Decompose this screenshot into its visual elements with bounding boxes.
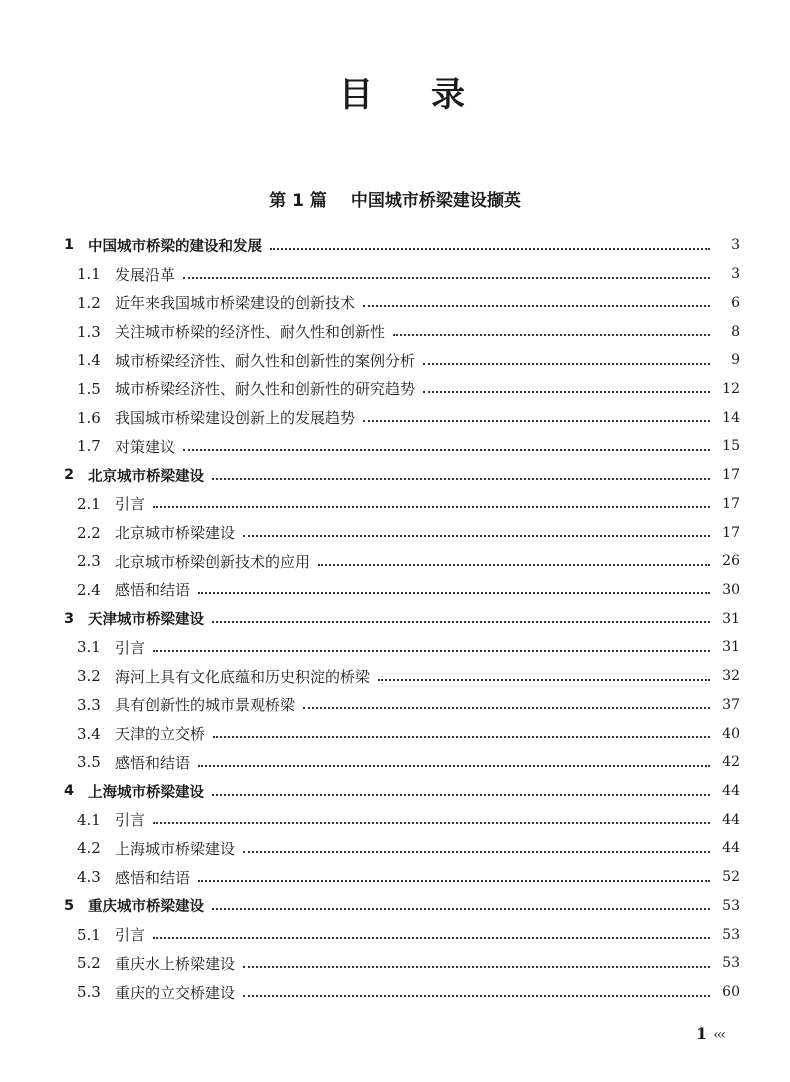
toc-entry-number: 1.4 — [77, 351, 101, 370]
toc-entry-number: 2.4 — [77, 580, 101, 599]
dot-leader — [212, 793, 710, 796]
toc-entry-number: 4 — [64, 783, 75, 800]
toc-entry-title: 感悟和结语 — [115, 753, 191, 772]
toc-entry-page: 8 — [731, 323, 740, 340]
toc-chapter-row — [64, 777, 740, 806]
toc-section-row — [64, 489, 740, 518]
toc-entry-page: 3 — [731, 237, 740, 254]
toc-entry-title: 感悟和结语 — [115, 581, 191, 600]
toc-entry-number: 3.4 — [77, 724, 101, 743]
toc-section-row — [64, 288, 740, 317]
toc-entry-title: 近年来我国城市桥梁建设的创新技术 — [115, 294, 356, 313]
toc-entry-title: 城市桥梁经济性、耐久性和创新性的案例分析 — [115, 351, 416, 370]
toc-entry-number: 3.3 — [77, 695, 101, 714]
dot-leader — [153, 821, 710, 824]
toc-entry-number: 2 — [64, 467, 75, 484]
toc-entry-title: 海河上具有文化底蕴和历史积淀的桥梁 — [115, 667, 371, 686]
toc-entry-title: 中国城市桥梁的建设和发展 — [88, 238, 262, 255]
toc-entry-page: 17 — [722, 467, 740, 484]
toc-entry-title: 北京城市桥梁建设 — [115, 524, 236, 543]
toc-entry-page: 60 — [722, 984, 740, 1001]
dot-leader — [393, 333, 710, 336]
dot-leader — [363, 419, 710, 422]
toc-section-row — [64, 633, 740, 662]
dot-leader — [212, 620, 710, 623]
toc-section-row — [64, 547, 740, 576]
toc-entry-page: 53 — [722, 955, 740, 972]
dot-leader — [198, 879, 710, 882]
toc-section-row — [64, 863, 740, 892]
toc-entry-title: 引言 — [115, 926, 146, 945]
table-of-contents — [64, 231, 740, 1006]
toc-entry-page: 15 — [722, 438, 740, 455]
toc-entry-page: 44 — [722, 811, 740, 828]
dot-leader — [303, 706, 710, 709]
part-heading — [0, 188, 790, 214]
toc-entry-number: 1.3 — [77, 322, 101, 341]
toc-section-row — [64, 662, 740, 691]
dot-leader — [243, 534, 710, 537]
toc-entry-page: 44 — [722, 783, 740, 800]
dot-leader — [213, 735, 710, 738]
toc-section-row — [64, 978, 740, 1007]
toc-section-row — [64, 920, 740, 949]
toc-entry-number: 1.5 — [77, 379, 101, 398]
dot-leader — [423, 390, 710, 393]
toc-entry-page: 3 — [731, 266, 740, 283]
toc-entry-number: 4.1 — [77, 810, 101, 829]
toc-entry-page: 52 — [722, 869, 740, 886]
part-name: 中国城市桥梁建设撷英 — [350, 191, 521, 211]
dot-leader — [212, 477, 710, 480]
toc-entry-page: 26 — [722, 553, 740, 570]
toc-chapter-row — [64, 231, 740, 260]
dot-leader — [183, 276, 710, 279]
toc-entry-number: 1.7 — [77, 437, 101, 456]
toc-section-row — [64, 691, 740, 720]
toc-entry-title: 引言 — [115, 638, 146, 657]
dot-leader — [153, 505, 710, 508]
part-number: 第 1 篇 — [269, 191, 327, 211]
toc-entry-number: 3.5 — [77, 753, 101, 772]
toc-entry-page: 30 — [722, 581, 740, 598]
dot-leader — [198, 764, 710, 767]
toc-entry-number: 5.2 — [77, 954, 101, 973]
toc-section-row — [64, 317, 740, 346]
toc-entry-title: 重庆的立交桥建设 — [115, 983, 236, 1002]
toc-entry-page: 17 — [722, 495, 740, 512]
toc-entry-title: 我国城市桥梁建设创新上的发展趋势 — [115, 409, 356, 428]
toc-section-row — [64, 518, 740, 547]
toc-entry-page: 31 — [722, 610, 740, 627]
toc-entry-number: 3.2 — [77, 667, 101, 686]
toc-entry-number: 1 — [64, 237, 75, 254]
page-title-right: 录 — [431, 75, 467, 115]
toc-section-row — [64, 375, 740, 404]
toc-section-row — [64, 748, 740, 777]
toc-section-row — [64, 719, 740, 748]
toc-entry-page: 17 — [722, 524, 740, 541]
toc-entry-title: 引言 — [115, 495, 146, 514]
toc-entry-page: 9 — [731, 352, 740, 369]
toc-section-row — [64, 260, 740, 289]
dot-leader — [183, 448, 710, 451]
toc-section-row — [64, 432, 740, 461]
dot-leader — [318, 563, 710, 566]
toc-entry-title: 具有创新性的城市景观桥梁 — [115, 696, 296, 715]
toc-entry-page: 32 — [722, 668, 740, 685]
dot-leader — [153, 936, 710, 939]
toc-entry-page: 6 — [731, 294, 740, 311]
toc-entry-title: 上海城市桥梁建设 — [115, 839, 236, 858]
toc-entry-title: 重庆水上桥梁建设 — [115, 954, 236, 973]
toc-section-row — [64, 346, 740, 375]
toc-entry-page: 31 — [722, 639, 740, 656]
toc-entry-title: 感悟和结语 — [115, 868, 191, 887]
toc-entry-title: 发展沿革 — [115, 265, 176, 284]
toc-entry-number: 3.1 — [77, 638, 101, 657]
page-number: 1 — [696, 1024, 708, 1043]
toc-entry-number: 5 — [64, 897, 75, 914]
dot-leader — [243, 850, 710, 853]
toc-section-row — [64, 576, 740, 605]
toc-entry-title: 引言 — [115, 811, 146, 830]
dot-leader — [243, 965, 710, 968]
toc-entry-page: 53 — [722, 897, 740, 914]
toc-entry-title: 天津的立交桥 — [115, 725, 206, 744]
toc-section-row — [64, 805, 740, 834]
toc-section-row — [64, 403, 740, 432]
dot-leader — [378, 678, 710, 681]
dot-leader — [212, 907, 710, 910]
toc-entry-page: 14 — [722, 409, 740, 426]
toc-section-row — [64, 949, 740, 978]
toc-entry-number: 2.1 — [77, 494, 101, 513]
toc-entry-number: 4.2 — [77, 839, 101, 858]
toc-entry-number: 1.2 — [77, 293, 101, 312]
page-title — [8, 72, 790, 118]
chevron-left-icon: ‹‹‹ — [713, 1027, 724, 1043]
toc-entry-page: 53 — [722, 926, 740, 943]
toc-chapter-row — [64, 604, 740, 633]
dot-leader — [198, 591, 710, 594]
dot-leader — [363, 304, 710, 307]
dot-leader — [153, 649, 710, 652]
folio — [696, 1024, 724, 1043]
toc-entry-title: 北京城市桥梁建设 — [88, 468, 204, 485]
toc-entry-title: 北京城市桥梁创新技术的应用 — [115, 552, 311, 571]
toc-entry-number: 5.1 — [77, 925, 101, 944]
toc-entry-title: 天津城市桥梁建设 — [88, 612, 204, 629]
toc-entry-number: 3 — [64, 610, 75, 627]
toc-entry-page: 40 — [722, 725, 740, 742]
toc-chapter-row — [64, 461, 740, 490]
toc-entry-number: 4.3 — [77, 868, 101, 887]
page-title-left: 目 — [339, 75, 375, 115]
toc-entry-title: 重庆城市桥梁建设 — [88, 899, 204, 916]
toc-entry-page: 37 — [722, 696, 740, 713]
toc-entry-number: 2.3 — [77, 552, 101, 571]
toc-entry-number: 5.3 — [77, 983, 101, 1002]
toc-entry-title: 关注城市桥梁的经济性、耐久性和创新性 — [115, 323, 386, 342]
toc-entry-title: 城市桥梁经济性、耐久性和创新性的研究趋势 — [115, 380, 416, 399]
toc-chapter-row — [64, 892, 740, 921]
toc-section-row — [64, 834, 740, 863]
dot-leader — [243, 994, 710, 997]
toc-entry-page: 42 — [722, 754, 740, 771]
toc-entry-page: 44 — [722, 840, 740, 857]
toc-entry-number: 1.6 — [77, 408, 101, 427]
toc-entry-number: 2.2 — [77, 523, 101, 542]
toc-entry-title: 对策建议 — [115, 437, 176, 456]
dot-leader — [423, 362, 710, 365]
toc-entry-number: 1.1 — [77, 265, 101, 284]
toc-entry-page: 12 — [722, 380, 740, 397]
toc-entry-title: 上海城市桥梁建设 — [88, 784, 204, 801]
dot-leader — [270, 247, 710, 250]
